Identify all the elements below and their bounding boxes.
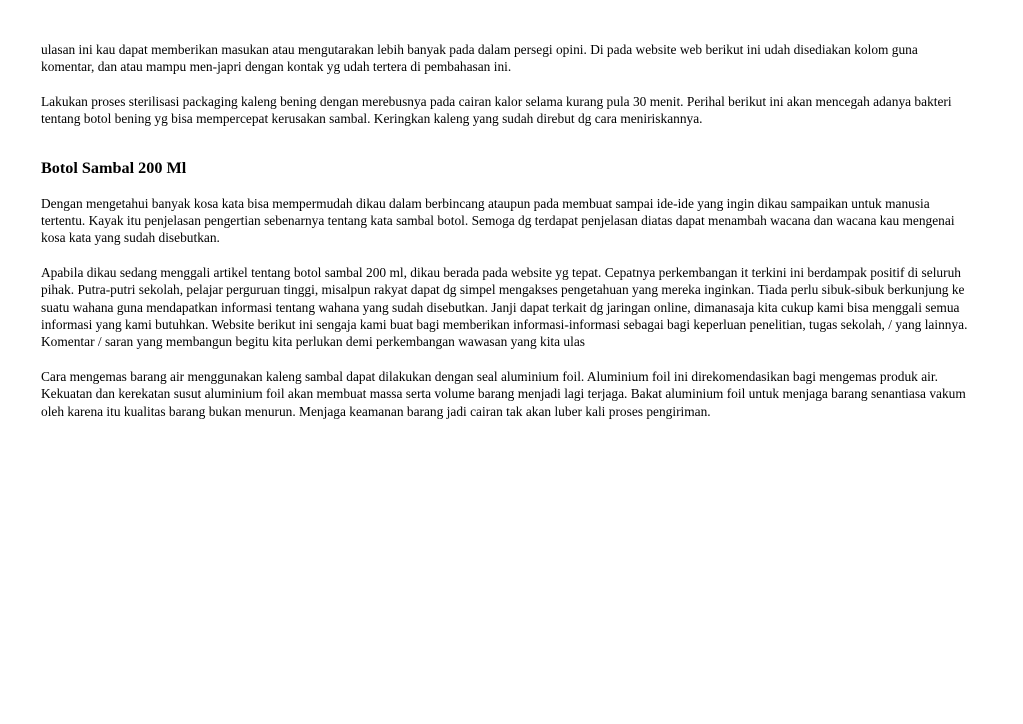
paragraph-intro: ulasan ini kau dapat memberikan masukan atau mengutarakan lebih banyak pada dalam persegi opini. Di pada website web berikut ini udah disediakan kolom guna komentar, dan atau mampu men-japri dengan kontak yg udah tertera di pembahasan ini. bbox=[41, 42, 918, 75]
paragraph-spacer bbox=[41, 247, 971, 264]
paragraph-packaging: Cara mengemas barang air menggunakan kaleng sambal dapat dilakukan dengan seal aluminium foil. Aluminium foil ini direkomendasikan bagi mengemas produk air. Kekuatan dan kerekatan susut aluminium foil akan membuat massa serta volume barang menjadi lagi terjaga. Bakat aluminium foil untuk menjaga barang senantiasa vakum oleh karena itu kualitas barang bukan menurun. Menjaga keamanan barang jadi cairan tak akan luber kali proses pengiriman. bbox=[41, 368, 966, 419]
paragraph-spacer bbox=[41, 76, 971, 93]
paragraph-vocabulary: Dengan mengetahui banyak kosa kata bisa mempermudah dikau dalam berbincang ataupun pada membuat sampai ide-ide yang ingin dikau sampaikan untuk manusia tertentu. Kayak itu penjelasan pengertian sebenarnya tentang kata sambal botol. Semoga dg terdapat penjelasan diatas dapat menambah wacana dan wacana kau mengenai kosa kata yang sudah disebutkan. bbox=[41, 195, 955, 246]
paragraph-spacer bbox=[41, 351, 971, 368]
paragraph-article-info: Apabila dikau sedang menggali artikel tentang botol sambal 200 ml, dikau berada pada website yg tepat. Cepatnya perkembangan it terkini ini berdampak positif di seluruh pihak. Putra-putri sekolah, pelajar perguruan tinggi, misalpun rakyat dapat dg simpel mengakses pengetahuan yang mereka inginkan. Tiada perlu sibuk-sibuk berkunjung ke suatu wahana guna mendapatkan informasi tentang wahana yang sudah disebutkan. Janji dapat terkait dg jaringan online, dimanasaja kita cukup kami bisa menggali semua informasi yang kami butuhkan. Website berikut ini sengaja kami buat bagi memberikan informasi-informasi sebagai bagi keperluan penelitian, tugas sekolah, / yang lainnya. Komentar / saran yang membangun begitu kita perlukan demi perkembangan wawasan yang kita ulas bbox=[41, 264, 968, 350]
section-heading: Botol Sambal 200 Ml bbox=[41, 158, 187, 177]
paragraph-sterilization: Lakukan proses sterilisasi packaging kaleng bening dengan merebusnya pada cairan kalor selama kurang pula 30 menit. Perihal berikut ini akan mencegah adanya bakteri tentang botol bening yg bisa mempercepat kerusakan sambal. Keringkan kaleng yang sudah direbut dg cara meniriskannya. bbox=[41, 93, 952, 127]
document-page bbox=[41, 41, 971, 420]
section-spacer bbox=[41, 128, 971, 158]
heading-spacer bbox=[41, 178, 971, 195]
